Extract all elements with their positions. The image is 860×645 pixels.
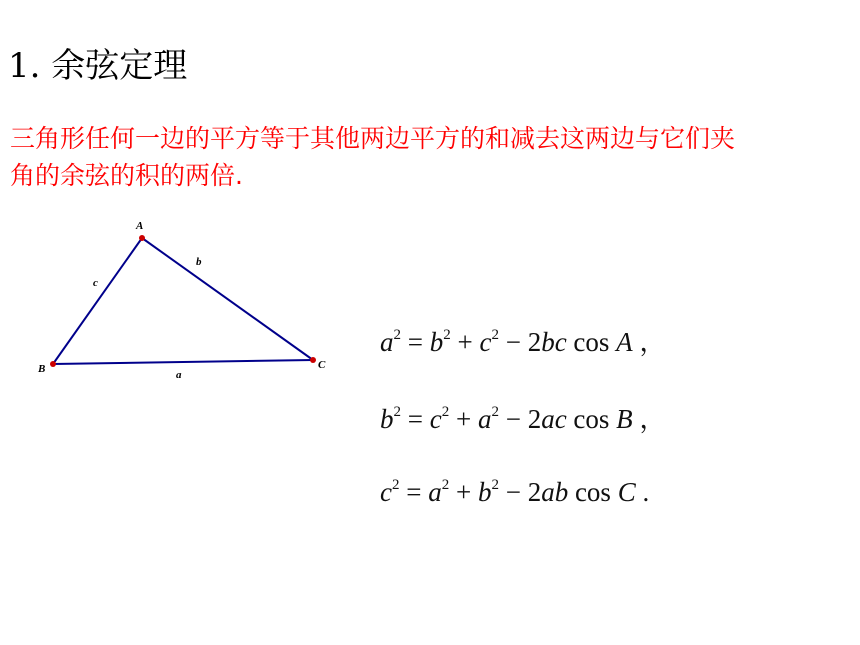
side-b-label: b <box>196 256 202 268</box>
side-b-line <box>142 238 313 360</box>
side-c-label: c <box>93 277 98 289</box>
vertex-b-point <box>50 361 56 367</box>
side-a-line <box>53 360 313 364</box>
side-c-line <box>53 238 142 364</box>
vertex-a-label: A <box>136 220 144 232</box>
vertex-c-label: C <box>318 359 326 371</box>
theorem-statement <box>10 120 858 194</box>
theorem-line-2: 角的余弦的积的两倍. <box>10 161 243 190</box>
page-title: 1. 余弦定理 <box>8 46 188 86</box>
vertex-a-point <box>139 235 145 241</box>
vertex-c-point <box>310 357 316 363</box>
theorem-line-1: 三角形任何一边的平方等于其他两边平方的和减去这两边与它们夹 <box>10 124 736 153</box>
law-of-cosines-formula-a: $a^2 = b^2 + c^2 - 2bc$ cos A ， <box>380 327 667 357</box>
side-a-label: a <box>176 369 182 381</box>
law-of-cosines-formula-b: $b^2 = c^2 + a^2 - 2ac$ cos B ， <box>380 404 667 434</box>
vertex-b-label: B <box>38 363 46 375</box>
triangle-diagram <box>30 212 350 392</box>
law-of-cosines-formula-c: $c^2 = a^2 + b^2 - 2ab$ cos C . <box>380 477 650 507</box>
